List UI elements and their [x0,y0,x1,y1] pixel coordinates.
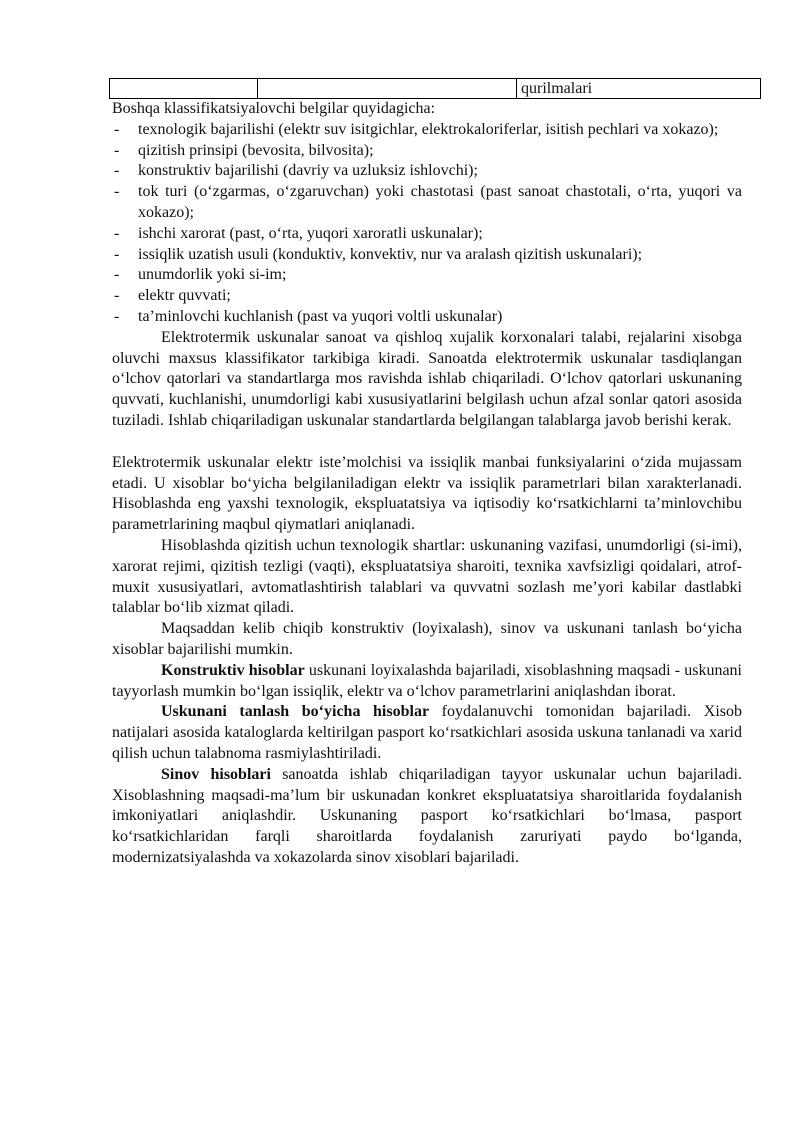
paragraph-gap [112,432,742,453]
paragraph [112,702,742,764]
list-item: - qizitish prinsipi (bevosita, bilvosita); [112,141,742,162]
list-item: - tok turi (o‘zgarmas, o‘zgaruvchan) yoki chastotasi (past sanoat chastotali, o‘rta, yuqori va xokazo); [112,182,742,224]
table-cell [110,79,258,99]
list-item: - texnologik bajarilishi (elektr suv isitgichlar, elektrokaloriferlar, isitish pechlari va xokazo); [112,120,742,141]
paragraph-text: foydalanuvchi tomonidan bajariladi. Xisob natijalari asosida kataloglarda keltirilgan pasport ko‘rsatkichlari asosida uskuna tanlanadi va xarid qilish uchun talabnoma rasmiylashtiriladi. [112,703,742,762]
bold-term: Konstruktiv hisoblar [161,661,305,679]
list-item: - ta’minlovchi kuchlanish (past va yuqori voltli uskunalar) [112,307,742,328]
table-fragment [109,78,761,99]
paragraph: Elektrotermik uskunalar elektr iste’molchisi va issiqlik manbai funksiyalarini o‘zida mujassam etadi. U xisoblar bo‘yicha belgilaniladigan elektr va issiqlik parametrlari bilan xarakterlanadi. Hisoblashda eng yaxshi texnologik, ekspluatatsiya va iqtisodiy ko‘rsatkichlarni ta’minlovchibu parametrlarining maqbul qiymatlari aniqlanadi. [112,453,742,534]
paragraph: Elektrotermik uskunalar sanoat va qishloq xujalik korxonalari talabi, rejalarini xisobga oluvchi maxsus klassifikator tarkibiga kiradi. Sanoatda elektrotermik uskunalar tasdiqlangan o‘lchov qatorlari va standartlarga mos ravishda ishlab chiqariladi. O‘lchov qatorlari uskunaning quvvati, kuchlanishi, unumdorligi kabi xususiyatlarini belgilash uchun afzal sonlar qatori asosida tuziladi. Ishlab chiqariladigan uskunalar standartlarda belgilangan talablarga javob berishi kerak. [112,328,742,429]
paragraph-text: sanoatda ishlab chiqariladigan tayyor uskunalar uchun bajariladi. Xisoblashning maqsadi-ma’lum bir uskunadan konkret ekspluatatsiya sharoitlarida foydalanish imkoniyatlari aniqlashdir. Uskunaning pasport ko‘rsatkichlari bo‘lmasa, pasport ko‘rsatkichlaridan farqli sharoitlarda foydalanish zaruriyati paydo bo‘lganda, modernizatsiyalashda va xokazolarda sinov xisoblari bajariladi. [112,765,742,866]
classification-list [112,120,742,328]
list-item: - ishchi xarorat (past, o‘rta, yuqori xaroratli uskunalar); [112,224,742,245]
list-intro: Boshqa klassifikatsiyalovchi belgilar quyidagicha: [112,100,436,117]
table-row [110,79,761,99]
paragraph [112,661,742,703]
paragraph: Hisoblashda qizitish uchun texnologik shartlar: uskunaning vazifasi, unumdorligi (si-imi), xarorat rejimi, qizitish tezligi (vaqti), ekspluatatsiya sharoiti, texnika xavfsizligi qoidalari, atrof-muxit xususiyatlari, avtomatlashtirish talablari va quvvatni sozlash me’yori kabilar dastlabki talablar bo‘lib xizmat qiladi. [112,536,742,617]
list-item: - elektr quvvati; [112,286,742,307]
table-cell [258,79,517,99]
bold-term: Uskunani tanlash bo‘yicha hisoblar [161,703,430,721]
list-item: - konstruktiv bajarilishi (davriy va uzluksiz ishlovchi); [112,161,742,182]
paragraph [112,765,742,869]
document-page [112,78,742,869]
paragraph-text: uskunani loyixalashda bajariladi, xisoblashning maqsadi - uskunani tayyorlash mumkin bo‘lgan issiqlik, elektr va o‘lchov parametrlarini aniqlashdan iborat. [112,661,742,700]
list-item: - unumdorlik yoki si-im; [112,265,742,286]
bold-term: Sinov hisoblari [161,765,271,783]
table-cell: qurilmalari [517,79,761,99]
paragraph: Maqsaddan kelib chiqib konstruktiv (loyixalash), sinov va uskunani tanlash bo‘yicha xisoblar bajarilishi mumkin. [112,620,742,658]
list-item: - issiqlik uzatish usuli (konduktiv, konvektiv, nur va aralash qizitish uskunalari); [112,245,742,266]
